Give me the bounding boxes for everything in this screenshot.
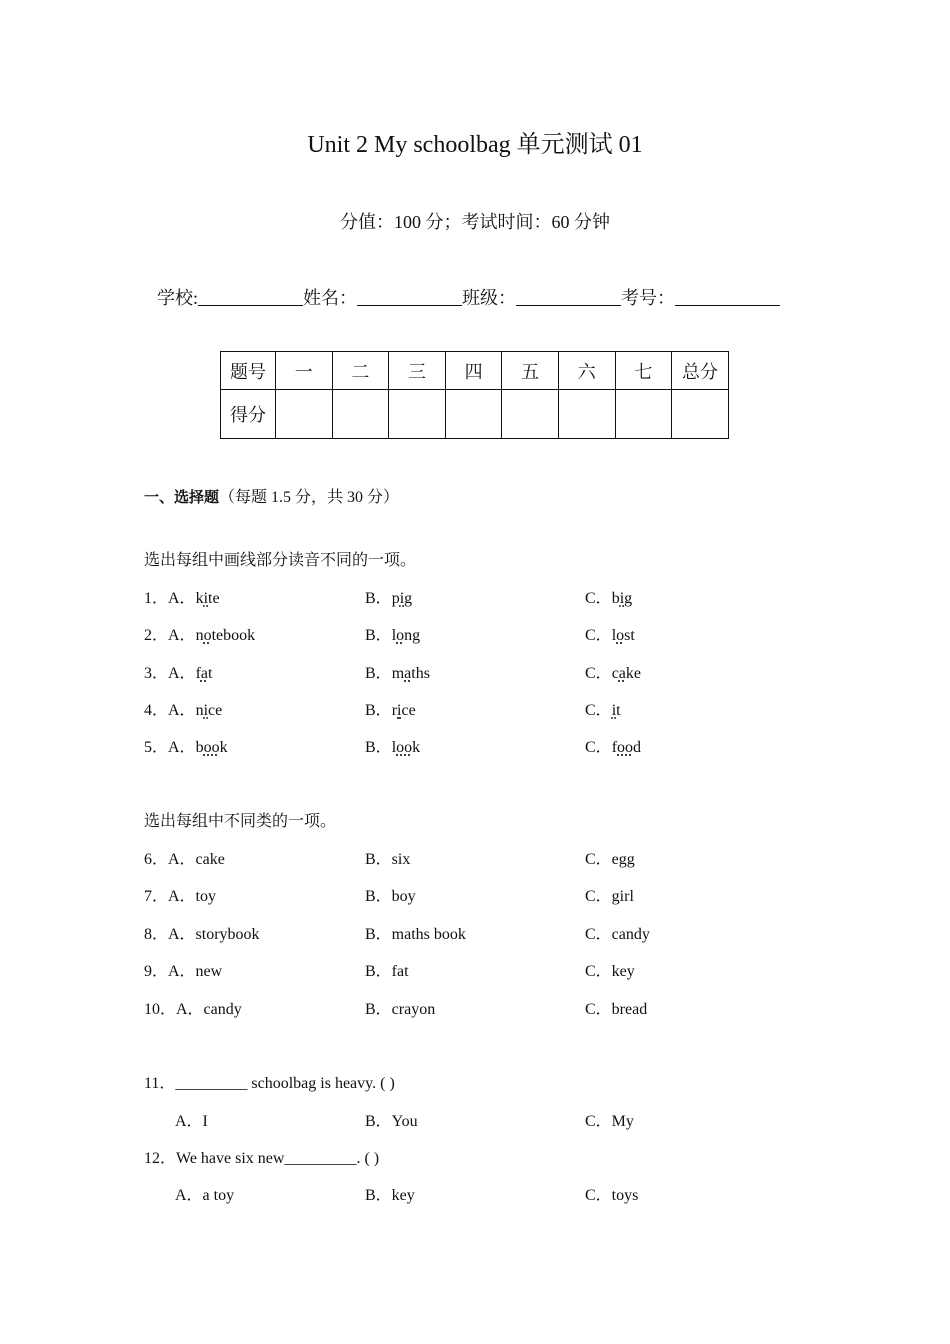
word-part: ce [401,702,416,719]
student-info-line [157,284,780,310]
header-cell: 四 [445,352,502,390]
question-12-option-b[interactable]: B．key [365,1187,415,1204]
section-heading-note: （每题 1.5 分，共 30 分） [219,489,400,506]
name-label: 姓名： [303,288,358,308]
word-part: ths [411,665,430,682]
question-number: 3．A． [144,665,196,682]
underlined-sound: o [616,627,625,644]
underlined-sound: i [203,590,209,607]
word-part: b [195,739,204,756]
question-number: 4．A． [144,702,196,719]
section-heading-bold: 一、选择题 [144,488,220,506]
category-option-a[interactable]: 6．A．cake [144,851,225,868]
phonics-option-a[interactable] [144,697,222,720]
word-part: r [391,702,398,719]
header-cell: 七 [615,352,672,390]
word-part: n [195,627,204,644]
score-cell[interactable] [502,390,559,439]
word-part: c [611,665,619,682]
question-11-option-c[interactable]: C．My [585,1113,634,1130]
header-cell: 三 [389,352,446,390]
category-option-a[interactable]: 8．A．storybook [144,926,260,943]
option-letter: B． [365,590,392,607]
category-option-a[interactable]: 10．A．candy [144,1001,242,1018]
underlined-sound: a [404,665,412,682]
question-number: 2．A． [144,627,196,644]
score-cell[interactable] [445,390,502,439]
underlined-sound: oo [203,739,220,756]
word-part: k [219,739,228,756]
word-part: p [391,590,400,607]
phonics-option-b[interactable] [365,734,420,757]
question-12-option-c[interactable]: C．toys [585,1187,639,1204]
question-11-option-a[interactable]: A．I [175,1113,208,1130]
category-option-c[interactable]: C．key [585,963,635,980]
option-letter: B． [365,665,392,682]
name-blank [357,287,462,306]
phonics-option-c[interactable] [585,660,641,683]
word-part: f [611,739,618,756]
option-letter: C． [585,590,612,607]
word-part: k [195,590,204,607]
phonics-option-c[interactable] [585,734,641,757]
phonics-option-b[interactable] [365,622,420,645]
word-part: l [611,627,617,644]
word-part: k [412,739,421,756]
question-number: 5．A． [144,739,196,756]
category-option-b[interactable]: B．crayon [365,1001,436,1018]
score-cell[interactable] [389,390,446,439]
category-option-c[interactable]: C．bread [585,1001,648,1018]
question-12-stem: 12．We have six new_________. ( ) [144,1150,380,1167]
underlined-sound: o [396,627,405,644]
score-table-header-row [221,352,729,390]
class-blank [516,287,621,306]
word-part: t [616,702,621,719]
option-letter: B． [365,627,392,644]
option-letter: B． [365,702,392,719]
instruction-phonics: 选出每组中画线部分读音不同的一项。 [144,552,417,569]
word-part: ke [625,665,642,682]
page-title: Unit 2 My schoolbag 单元测试 01 [307,132,643,158]
question-12-option-a[interactable]: A．a toy [175,1187,235,1204]
underlined-sound: i [619,590,625,607]
word-part: l [391,627,397,644]
phonics-option-c[interactable] [585,697,621,720]
instruction-category: 选出每组中不同类的一项。 [144,813,337,830]
phonics-option-b[interactable] [365,660,430,683]
phonics-option-c[interactable] [585,585,632,608]
header-cell: 二 [332,352,389,390]
option-letter: C． [585,702,612,719]
score-cell[interactable] [276,390,333,439]
option-letter: C． [585,739,612,756]
category-option-c[interactable]: C．candy [585,926,650,943]
category-option-a[interactable]: 9．A．new [144,963,223,980]
question-11-option-b[interactable]: B．You [365,1113,418,1130]
question-11-stem: 11．_________ schoolbag is heavy. ( ) [144,1075,395,1092]
category-option-b[interactable]: B．six [365,851,411,868]
option-letter: B． [365,739,392,756]
underlined-sound: i [399,590,405,607]
score-cell[interactable] [615,390,672,439]
word-part: b [611,590,620,607]
word-part: m [391,665,405,682]
underlined-sound: oo [396,739,413,756]
category-option-b[interactable]: B．maths book [365,926,466,943]
score-cell[interactable] [558,390,615,439]
word-part: ng [404,627,421,644]
underlined-sound: oo [617,739,634,756]
underlined-sound: i [397,702,402,719]
word-part: te [208,590,220,607]
option-letter: C． [585,627,612,644]
score-cell[interactable] [332,390,389,439]
header-cell: 总分 [672,352,729,390]
underlined-sound: i [611,702,617,719]
phonics-option-b[interactable] [365,585,412,608]
exam-no-blank [675,287,780,306]
word-part: g [624,590,633,607]
exam-subtitle: 分值：100 分；考试时间：60 分钟 [340,212,610,232]
question-number: 1．A． [144,590,196,607]
class-label: 班级： [462,288,517,308]
underlined-sound: a [618,665,626,682]
row-label-cell: 得分 [221,390,276,439]
word-part: ce [208,702,223,719]
category-option-b[interactable]: B．boy [365,888,416,905]
underlined-sound: i [203,702,209,719]
category-option-c[interactable]: C．egg [585,851,635,868]
underlined-sound: o [203,627,212,644]
category-option-c[interactable]: C．girl [585,888,634,905]
category-option-a[interactable]: 7．A．toy [144,888,217,905]
category-option-b[interactable]: B．fat [365,963,409,980]
header-cell: 题号 [221,352,276,390]
phonics-option-a[interactable] [144,622,255,645]
word-part: tebook [211,627,256,644]
option-letter: C． [585,665,612,682]
section-heading [144,484,399,507]
phonics-option-a[interactable] [144,734,228,757]
score-table [220,351,729,439]
phonics-option-a[interactable] [144,585,220,608]
word-part: st [624,627,635,644]
word-part: g [404,590,413,607]
header-cell: 六 [558,352,615,390]
word-part: l [391,739,397,756]
exam-no-label: 考号： [621,288,676,308]
word-part: f [195,665,201,682]
phonics-option-c[interactable] [585,622,635,645]
word-part: d [633,739,642,756]
word-part: t [208,665,213,682]
header-cell: 五 [502,352,559,390]
underlined-sound: a [200,665,208,682]
word-part: n [195,702,204,719]
phonics-option-a[interactable] [144,660,212,683]
score-cell[interactable] [672,390,729,439]
header-cell: 一 [276,352,333,390]
score-table-score-row [221,390,729,439]
school-blank [198,287,303,306]
phonics-option-b[interactable] [365,697,416,720]
school-label: 学校: [157,288,199,308]
